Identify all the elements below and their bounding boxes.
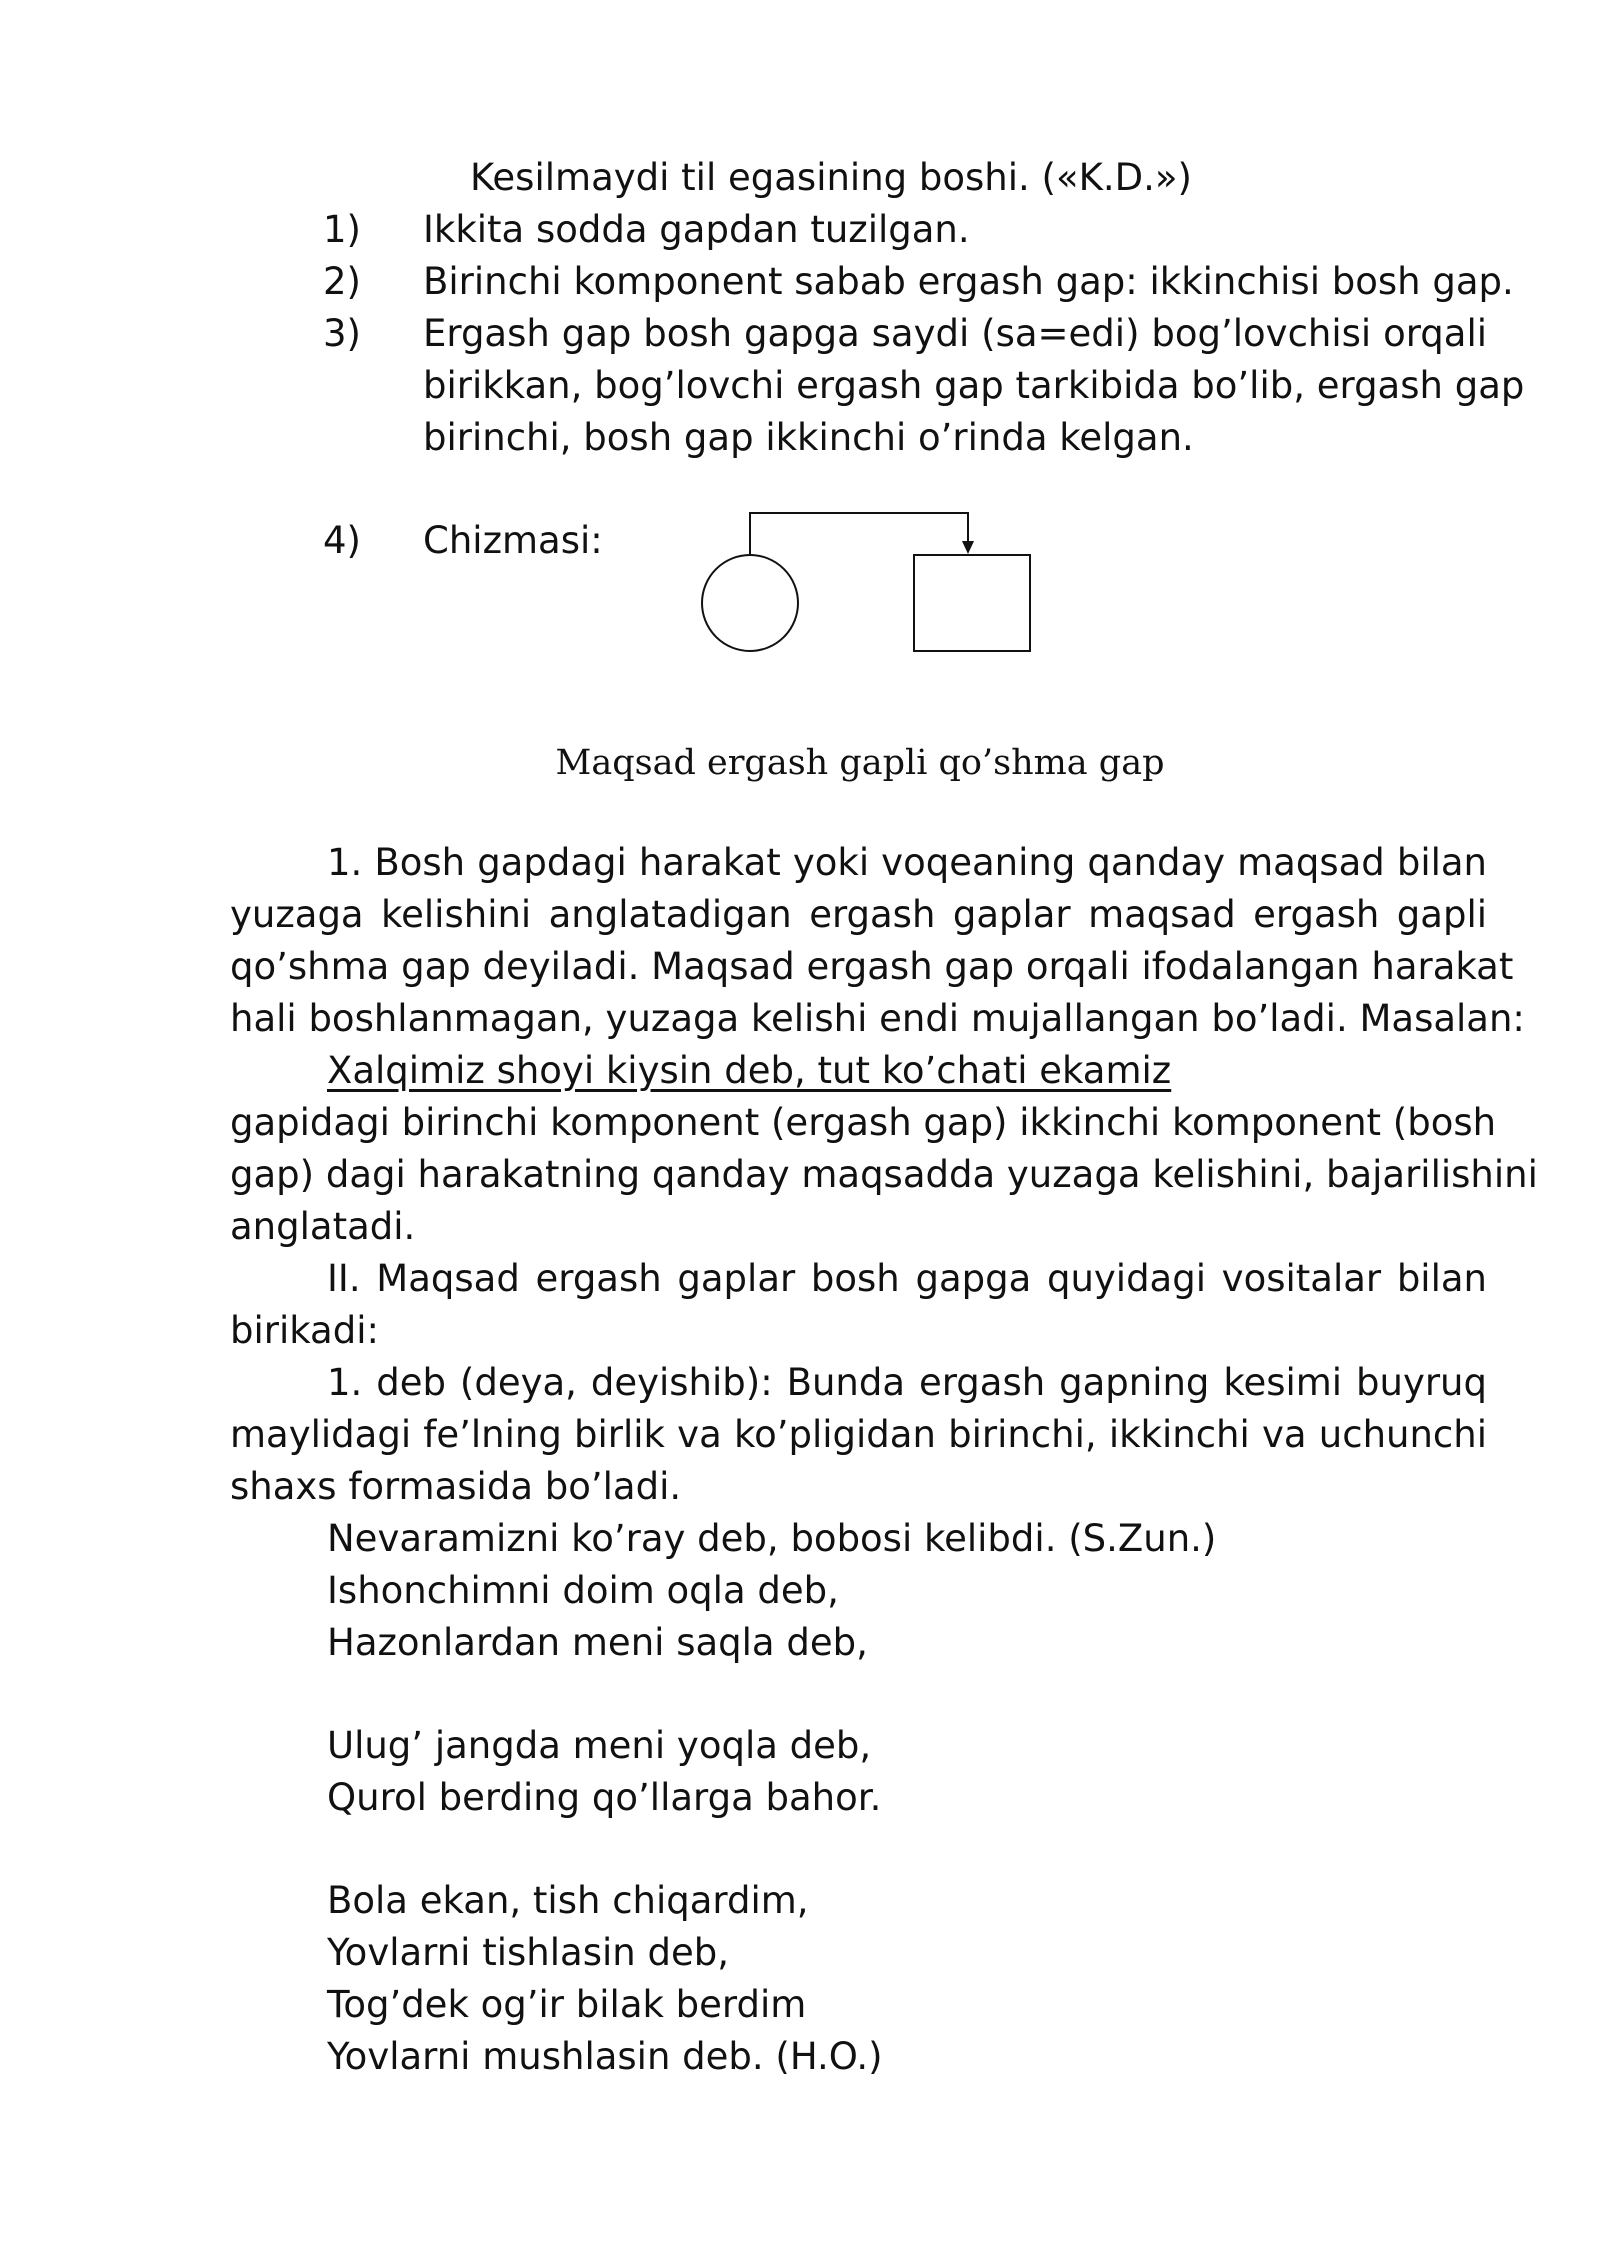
paragraph1-line-2: yuzaga kelishini anglatadigan ergash gaplar maqsad ergash gapli <box>230 893 1487 936</box>
list-item-2: Birinchi komponent sabab ergash gap: ikkinchisi bosh gap. <box>423 260 1514 303</box>
paragraph4-line-3: shaxs formasida bo’ladi. <box>230 1465 682 1508</box>
poem-line-7: Tog’dek og’ir bilak berdim <box>327 1983 807 2026</box>
paragraph4-line-1: 1. deb (deya, deyishib): Bunda ergash gapning kesimi buyruq <box>327 1361 1487 1404</box>
example-line-1: Nevaramizni ko’ray deb, bobosi kelibdi. (S.Zun.) <box>327 1517 1217 1560</box>
list-item-1: Ikkita sodda gapdan tuzilgan. <box>423 208 970 251</box>
list-item-4: Chizmasi: <box>423 519 603 562</box>
paragraph1-line-3: qo’shma gap deyiladi. Maqsad ergash gap orqali ifodalangan harakat <box>230 945 1514 988</box>
poem-line-8: Yovlarni mushlasin deb. (H.O.) <box>327 2035 883 2078</box>
list-item-3-line-2: birikkan, bog’lovchi ergash gap tarkibida bo’lib, ergash gap <box>423 364 1525 407</box>
paragraph1-line-1: 1. Bosh gapdagi harakat yoki voqeaning qanday maqsad bilan <box>327 841 1487 884</box>
top-quote-line: Kesilmaydi til egasining boshi. («K.D.») <box>470 156 1192 199</box>
list-item-3-line-1: Ergash gap bosh gapga saydi (sa=edi) bog’lovchisi orqali <box>423 312 1487 355</box>
clause-circle <box>702 555 798 651</box>
paragraph3-line-1: II. Maqsad ergash gaplar bosh gapga quyidagi vositalar bilan <box>327 1257 1487 1300</box>
paragraph2-line-3: anglatadi. <box>230 1205 416 1248</box>
paragraph4-line-2: maylidagi fe’lning birlik va ko’pligidan birinchi, ikkinchi va uchunchi <box>230 1413 1487 1456</box>
section-heading: Maqsad ergash gapli qo’shma gap <box>555 743 1165 783</box>
poem-line-3: Ulug’ jangda meni yoqla deb, <box>327 1724 872 1767</box>
list-number-2: 2) <box>323 260 361 303</box>
paragraph3-line-2: birikadi: <box>230 1309 379 1352</box>
list-item-3-line-3: birinchi, bosh gap ikkinchi o’rinda kelgan. <box>423 416 1194 459</box>
arrowhead-icon <box>962 541 974 554</box>
poem-line-5: Bola ekan, tish chiqardim, <box>327 1879 809 1922</box>
underlined-example: Xalqimiz shoyi kiysin deb, tut ko’chati ekamiz <box>327 1049 1172 1092</box>
scheme-diagram <box>690 505 1050 665</box>
main-clause-square <box>914 555 1030 651</box>
connector-line <box>750 513 968 555</box>
poem-line-6: Yovlarni tishlasin deb, <box>327 1931 729 1974</box>
list-number-4: 4) <box>323 519 361 562</box>
list-number-3: 3) <box>323 312 361 355</box>
poem-line-4: Qurol berding qo’llarga bahor. <box>327 1776 882 1819</box>
paragraph2-line-1: gapidagi birinchi komponent (ergash gap) ikkinchi komponent (bosh <box>230 1101 1497 1144</box>
poem-line-1: Ishonchimni doim oqla deb, <box>327 1569 839 1612</box>
list-number-1: 1) <box>323 208 361 251</box>
paragraph1-line-4: hali boshlanmagan, yuzaga kelishi endi mujallangan bo’ladi. Masalan: <box>230 997 1525 1040</box>
paragraph2-line-2: gap) dagi harakatning qanday maqsadda yuzaga kelishini, bajarilishini <box>230 1153 1538 1196</box>
poem-line-2: Hazonlardan meni saqla deb, <box>327 1621 868 1664</box>
